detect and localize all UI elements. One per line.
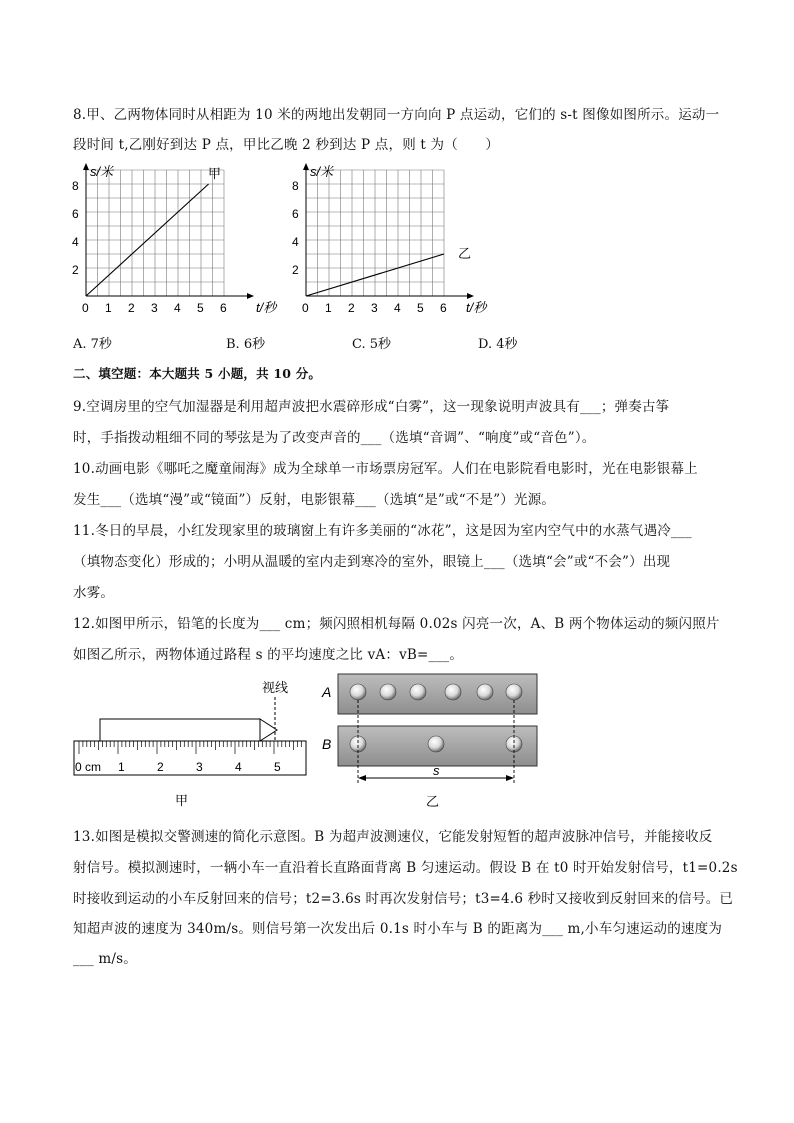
graph-yi-x-label: t/秒 — [466, 300, 487, 315]
pencil-body — [100, 719, 260, 741]
q8-option-c[interactable]: C. 5秒 — [352, 337, 392, 352]
graph-yi — [290, 160, 500, 325]
ruler-label-5: 5 — [274, 760, 281, 774]
ball-a-5 — [477, 684, 493, 700]
graph-jia-xtick-6: 6 — [220, 301, 227, 315]
graph-jia-ytick-4: 4 — [72, 235, 79, 249]
pencil-tip — [260, 719, 277, 741]
graph-jia-x-arrow — [247, 293, 254, 299]
q11-line-1: 11.冬日的早晨，小红发现家里的玻璃窗上有许多美丽的“冰花”，这是因为室内空气中的水蒸气遇冷___ — [73, 523, 692, 539]
graph-yi-grid — [306, 170, 444, 296]
ruler-label-3: 3 — [196, 760, 203, 774]
graph-yi-xtick-2: 2 — [348, 301, 355, 315]
graph-yi-xtick-1: 1 — [325, 301, 332, 315]
graph-jia-xtick-3: 3 — [151, 301, 158, 315]
q8-option-d[interactable]: D. 4秒 — [478, 337, 518, 352]
s-label: s — [433, 763, 440, 778]
graph-yi-series-label: 乙 — [458, 246, 472, 261]
q8-line-2: 段时间 t,乙刚好到达 P 点，甲比乙晚 2 秒到达 P 点，则 t 为（ ） — [73, 137, 500, 153]
graph-yi-ytick-2: 2 — [292, 263, 299, 277]
graph-yi-xtick-4: 4 — [394, 301, 401, 315]
q13-line-1: 13.如图是模拟交警测速的简化示意图。B 为超声波测速仪，它能发射短暂的超声波脉冲信号，并能接收反 — [73, 829, 713, 845]
graph-jia-x-label: t/秒 — [256, 300, 277, 315]
graph-jia-series-label: 甲 — [208, 166, 222, 181]
graph-jia-ytick-8: 8 — [72, 179, 79, 193]
ball-a-3 — [410, 684, 426, 700]
ruler-label-1: 1 — [118, 760, 125, 774]
q13-line-3: 时接收到运动的小车反射回来的信号；t2=3.6s 时再次发射信号；t3=4.6 秒时又接收到反射回来的信号。已 — [73, 891, 734, 907]
q10-line-2: 发生___（选填“漫”或“镜面”）反射，电影银幕___（选填“是”或“不是”）光源。 — [73, 492, 556, 508]
q13-line-5: ___ m/s。 — [73, 951, 137, 967]
ball-a-1 — [350, 684, 366, 700]
figure-jia-ruler — [70, 672, 315, 812]
graph-jia-xtick-5: 5 — [197, 301, 204, 315]
q8-option-a[interactable]: A. 7秒 — [73, 337, 112, 352]
graph-jia-ytick-6: 6 — [72, 207, 79, 221]
graph-jia-xtick-4: 4 — [174, 301, 181, 315]
ball-b-1 — [350, 736, 366, 752]
ruler-body — [74, 741, 306, 775]
ball-a-6 — [506, 684, 522, 700]
figure-yi-caption: 乙 — [426, 794, 440, 809]
graph-jia-ytick-2: 2 — [72, 263, 79, 277]
q11-line-3: 水雾。 — [73, 585, 115, 601]
q13-line-4: 知超声波的速度为 340m/s。则信号第一次发出后 0.1s 时小车与 B 的距离为___ m,小车匀速运动的速度为 — [73, 921, 723, 937]
graph-yi-x-arrow — [467, 293, 474, 299]
q9-line-2: 时，手指拨动粗细不同的琴弦是为了改变声音的___（选填“音调”、“响度”或“音色”）。 — [73, 430, 596, 446]
graph-yi-ytick-8: 8 — [292, 179, 299, 193]
q11-line-2: （填物态变化）形成的；小明从温暖的室内走到寒冷的室外，眼镜上___（选填“会”或“不会”）出现 — [73, 554, 671, 570]
graph-yi-xtick-6: 6 — [440, 301, 447, 315]
sight-line-label: 视线 — [262, 680, 289, 695]
graph-yi-ytick-4: 4 — [292, 235, 299, 249]
q9-line-1: 9.空调房里的空气加湿器是利用超声波把水震碎形成“白雾”，这一现象说明声波具有___；弹奏古筝 — [73, 399, 670, 415]
q8-option-b[interactable]: B. 6秒 — [226, 337, 266, 352]
graph-yi-xtick-0: 0 — [302, 301, 309, 315]
graph-yi-xtick-3: 3 — [371, 301, 378, 315]
graph-jia-xtick-1: 1 — [105, 301, 112, 315]
ruler-label-4: 4 — [235, 760, 242, 774]
ball-a-4 — [445, 684, 461, 700]
s-arrow-left — [358, 775, 366, 781]
figure-jia-caption: 甲 — [175, 793, 189, 808]
ball-a-2 — [380, 684, 396, 700]
q10-line-1: 10.动画电影《哪吒之魔童闹海》成为全球单一市场票房冠军。人们在电影院看电影时，光在电影银幕上 — [73, 461, 698, 477]
row-b-label: B — [322, 736, 332, 752]
section-2-heading: 二、填空题：本大题共 5 小题，共 10 分。 — [73, 366, 322, 381]
figure-yi-strobe — [315, 672, 545, 812]
graph-jia-xtick-0: 0 — [82, 301, 89, 315]
q8-line-1: 8.甲、乙两物体同时从相距为 10 米的两地出发朝同一方向向 P 点运动，它们的 s-t 图像如图所示。运动一 — [73, 107, 720, 123]
ruler-label-2: 2 — [157, 760, 164, 774]
s-arrow-right — [506, 775, 514, 781]
graph-yi-xtick-5: 5 — [417, 301, 424, 315]
graph-yi-ytick-6: 6 — [292, 207, 299, 221]
graph-jia-y-arrow — [83, 163, 89, 170]
graph-yi-y-label: s/米 — [310, 164, 334, 179]
row-a-label: A — [322, 684, 332, 700]
q13-line-2: 射信号。模拟测速时，一辆小车一直沿着长直路面背离 B 匀速运动。假设 B 在 t0 时开始发射信号，t1=0.2s — [73, 860, 738, 876]
graph-yi-y-arrow — [303, 163, 309, 170]
ball-b-2 — [428, 736, 444, 752]
graph-jia-y-label: s/米 — [90, 164, 114, 179]
q12-line-1: 12.如图甲所示，铅笔的长度为___ cm；频闪照相机每隔 0.02s 闪亮一次，A、B 两个物体运动的频闪照片 — [73, 616, 720, 632]
ball-b-3 — [506, 736, 522, 752]
q12-line-2: 如图乙所示，两物体通过路程 s 的平均速度之比 vA：vB=___。 — [73, 647, 464, 663]
graph-jia-xtick-2: 2 — [128, 301, 135, 315]
graph-jia — [70, 160, 280, 325]
ruler-label-0: 0 cm — [75, 760, 102, 774]
